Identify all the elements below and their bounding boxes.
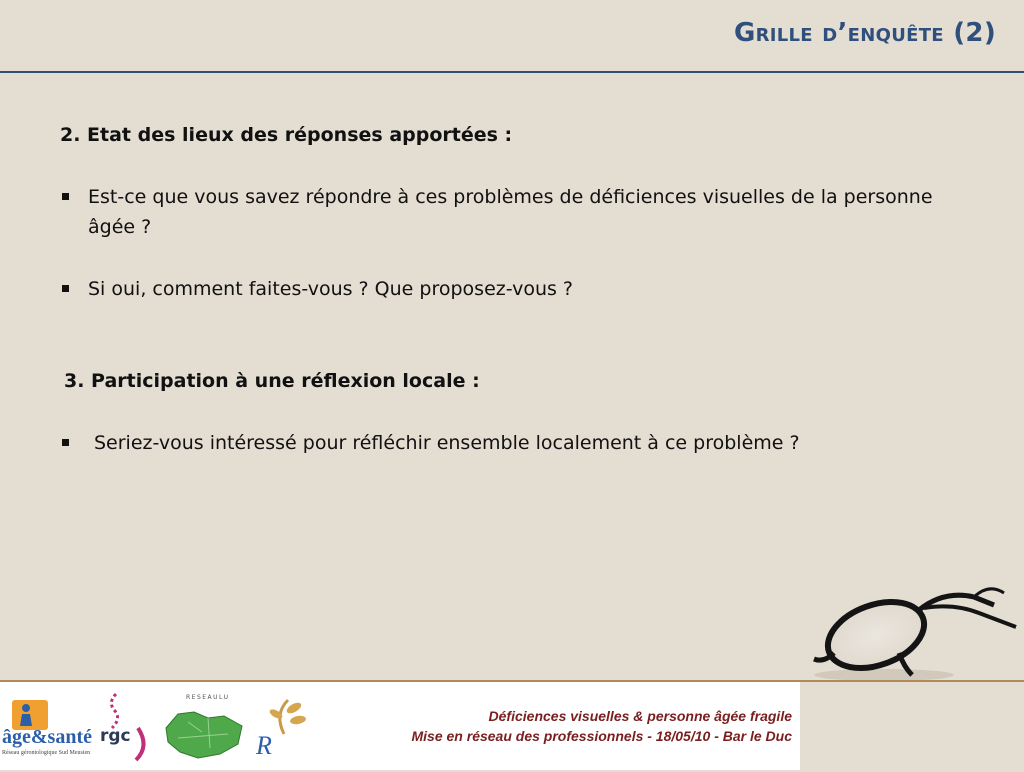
age-sante-logo <box>2 696 94 762</box>
bullet-item <box>60 182 960 242</box>
rgc-logo <box>98 688 154 768</box>
square-bullet-icon <box>62 439 69 446</box>
bullet-text: Est-ce que vous savez répondre à ces problèmes de déficiences visuelles de la personne âgée ? <box>88 186 933 238</box>
title-divider <box>0 71 1024 73</box>
footer-side-panel <box>800 682 1024 770</box>
footer-bar <box>0 680 1024 770</box>
slide-content <box>60 120 960 458</box>
bullet-item <box>60 274 960 304</box>
rgc-text: rgc <box>100 726 131 746</box>
bullet-item <box>60 428 960 458</box>
slide-title: Grille d’enquête (2) <box>733 18 996 48</box>
bullet-text: Seriez-vous intéressé pour réfléchir ensemble localement à ce problème ? <box>94 432 800 454</box>
footer-line-2: Mise en réseau des professionnels - 18/05/10 - Bar le Duc <box>411 728 792 744</box>
svg-text:R: R <box>256 731 272 760</box>
footer-caption <box>300 706 792 746</box>
section-3-heading: 3. Participation à une réflexion locale : <box>64 370 480 392</box>
bullet-text: Si oui, comment faites-vous ? Que proposez-vous ? <box>88 278 574 300</box>
square-bullet-icon <box>62 285 69 292</box>
age-sante-text: âge&santé <box>2 726 92 748</box>
reseau-label: RESEAULU <box>186 694 230 701</box>
age-sante-subtitle: Réseau gérontologique Sud Meusien <box>2 750 91 756</box>
section-2-heading: 2. Etat des lieux des réponses apportées : <box>60 124 513 146</box>
eyeglasses-illustration <box>804 575 1024 685</box>
square-bullet-icon <box>62 193 69 200</box>
reseau-map-logo <box>158 688 250 768</box>
footer-line-1: Déficiences visuelles & personne âgée fragile <box>488 708 792 724</box>
